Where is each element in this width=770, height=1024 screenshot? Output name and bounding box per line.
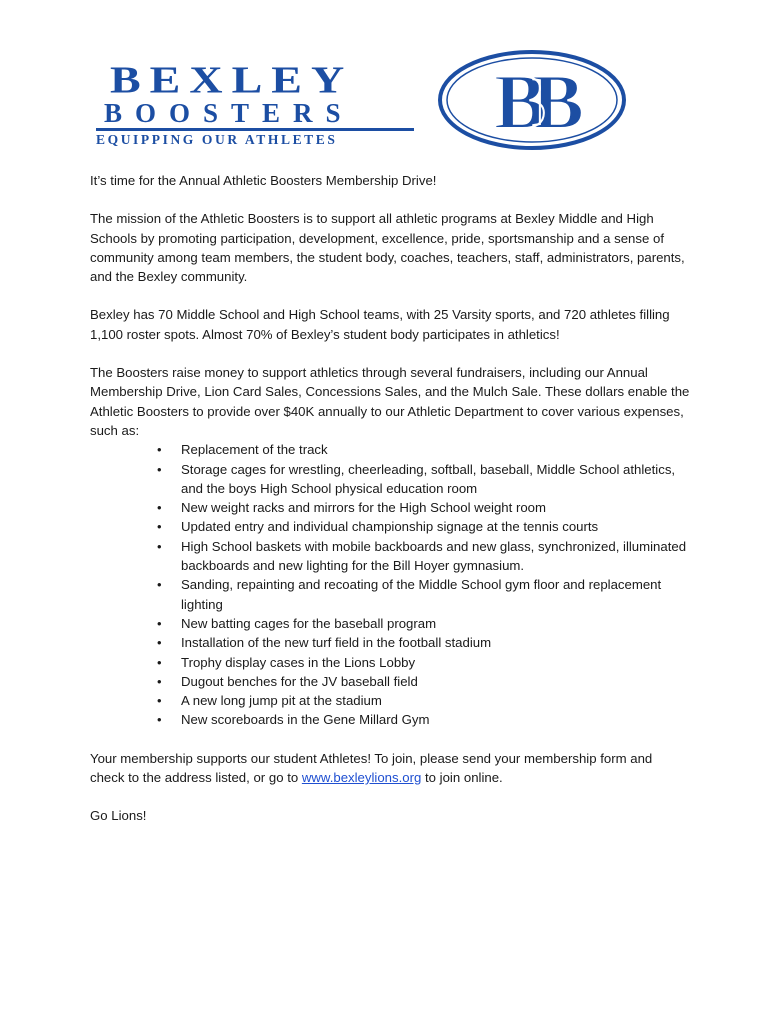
closing-text: Your membership supports our student Athletes! To join, please send your membership form and check to the address listed, or go to [90, 750, 653, 786]
emblem-monogram: BB [493, 58, 571, 145]
stats-paragraph: Bexley has 70 Middle School and High School teams, with 25 Varsity sports, and 720 athletes filling 1,100 roster spots. Almost 70% of Bexley’s student body participates in athletics! [90, 307, 670, 342]
expenses-list [90, 440, 690, 729]
list-item: • High School baskets with mobile backboards and new glass, synchronized, illuminated backboards and new lighting for the Bill Hoyer gymnasium. [181, 537, 690, 576]
logo-bexley-text: BEXLEY [110, 58, 354, 101]
bexley-boosters-emblem-icon [438, 50, 626, 150]
fundraising-paragraph: The Boosters raise money to support athletics through several fundraisers, including our Annual Membership Drive, Lion Card Sales, Concessions Sales, and the Mulch Sale. These dollars enable the Athletic Boosters to provide over $40K annually to our Athletic Department to cover various expenses, such as: [90, 365, 690, 438]
bexleylions-link[interactable]: www.bexleylions.org [301, 770, 422, 786]
list-item: • Trophy display cases in the Lions Lobby [181, 653, 690, 672]
list-item: • Replacement of the track [181, 440, 690, 459]
logo-tagline: EQUIPPING OUR ATHLETES [96, 132, 338, 147]
list-item: • New weight racks and mirrors for the High School weight room [181, 498, 690, 517]
list-item: • New scoreboards in the Gene Millard Gym [181, 710, 690, 729]
list-item: • Dugout benches for the JV baseball field [181, 672, 690, 691]
list-item: • Installation of the new turf field in the football stadium [181, 633, 690, 652]
list-item: • New batting cages for the baseball program [181, 614, 690, 633]
closing-paragraph [90, 749, 690, 788]
mission-paragraph: The mission of the Athletic Boosters is to support all athletic programs at Bexley Middle and High Schools by promoting participation, development, excellence, pride, sportsmanship and a sense of community among team members, the student body, coaches, teachers, staff, administrators, parents, and the Bexley community. [90, 211, 685, 285]
logo-divider [96, 128, 414, 131]
list-item: • Sanding, repainting and recoating of the Middle School gym floor and replacement lighting [181, 575, 690, 614]
logo-boosters-text: BOOSTERS [104, 98, 354, 128]
list-item: • Storage cages for wrestling, cheerleading, softball, baseball, Middle School athletics, and the boys High School physical education room [181, 460, 690, 499]
header-logo-area [96, 50, 636, 150]
closing-text-end: to join online. [421, 770, 503, 786]
bexley-boosters-wordmark [96, 58, 436, 148]
signoff: Go Lions! [90, 808, 147, 824]
list-item: • A new long jump pit at the stadium [181, 691, 690, 710]
letter-body [90, 171, 690, 845]
intro-paragraph: It’s time for the Annual Athletic Boosters Membership Drive! [90, 173, 437, 188]
list-item: • Updated entry and individual championship signage at the tennis courts [181, 517, 690, 536]
